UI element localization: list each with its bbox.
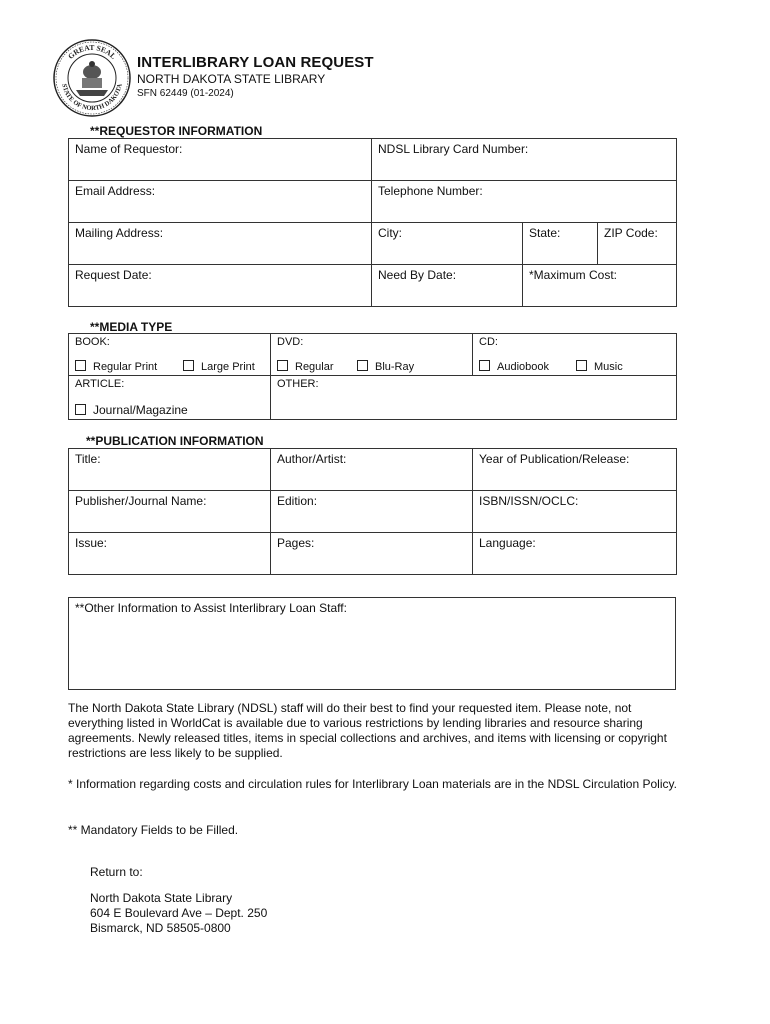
return-to-label: Return to: — [90, 865, 143, 879]
field-label: Publisher/Journal Name: — [75, 494, 207, 508]
field-label: Email Address: — [75, 184, 156, 198]
other-media-field[interactable] — [271, 376, 677, 420]
requestor-name-field[interactable] — [69, 139, 372, 181]
blu-ray-label: Blu-Ray — [375, 361, 415, 373]
email-field[interactable] — [69, 181, 372, 223]
cd-label: CD: — [479, 336, 498, 348]
card-number-field[interactable] — [372, 139, 677, 181]
library-name: NORTH DAKOTA STATE LIBRARY — [137, 72, 326, 86]
field-label: Year of Publication/Release: — [479, 452, 630, 466]
other-information-field[interactable] — [69, 598, 676, 690]
pages-field[interactable] — [271, 533, 473, 575]
cd-cell — [473, 334, 677, 376]
journal-magazine-checkbox[interactable] — [75, 404, 86, 415]
requestor-table — [68, 138, 677, 307]
dvd-regular-label: Regular — [295, 361, 334, 373]
title-field[interactable] — [69, 449, 271, 491]
dvd-regular-checkbox[interactable] — [277, 360, 288, 371]
large-print-label: Large Print — [201, 361, 255, 373]
state-seal-logo — [52, 38, 132, 118]
field-label: State: — [529, 226, 561, 240]
language-field[interactable] — [473, 533, 677, 575]
field-label: ZIP Code: — [604, 226, 658, 240]
need-by-date-field[interactable] — [372, 265, 523, 307]
field-label: Edition: — [277, 494, 318, 508]
media-table — [68, 333, 677, 420]
field-label: Need By Date: — [378, 268, 457, 282]
field-label: Telephone Number: — [378, 184, 483, 198]
music-checkbox[interactable] — [576, 360, 587, 371]
return-address-line1: North Dakota State Library — [90, 891, 233, 905]
return-address-line2: 604 E Boulevard Ave – Dept. 250 — [90, 906, 268, 920]
city-field[interactable] — [372, 223, 523, 265]
year-of-publication-field[interactable] — [473, 449, 677, 491]
field-label: Author/Artist: — [277, 452, 347, 466]
publisher-journal-field[interactable] — [69, 491, 271, 533]
mandatory-note: ** Mandatory Fields to be Filled. — [68, 823, 239, 837]
field-label: Language: — [479, 536, 536, 550]
regular-print-label: Regular Print — [93, 361, 158, 373]
audiobook-label: Audiobook — [497, 361, 549, 373]
other-info-table — [68, 597, 676, 690]
request-date-field[interactable] — [69, 265, 372, 307]
issue-field[interactable] — [69, 533, 271, 575]
book-cell — [69, 334, 271, 376]
other-label: OTHER: — [277, 378, 319, 390]
field-label: Request Date: — [75, 268, 152, 282]
publication-section-heading: **PUBLICATION INFORMATION — [86, 434, 264, 448]
state-field[interactable] — [523, 223, 598, 265]
field-label: Mailing Address: — [75, 226, 164, 240]
disclaimer-paragraph: The North Dakota State Library (NDSL) staff will do their best to find your requested item. Please note, not everything listed in WorldCat is available due to various restrictions by lending libraries and resource sharing agreements. Newly released titles, items in special collections and archives, and items with licensing or copyright restrictions are less likely to be supplied. — [68, 701, 667, 760]
requestor-section-heading: **REQUESTOR INFORMATION — [90, 124, 263, 138]
return-address-line3: Bismarck, ND 58505-0800 — [90, 921, 231, 935]
dvd-cell — [271, 334, 473, 376]
field-label: ISBN/ISSN/OCLC: — [479, 494, 579, 508]
field-label: *Maximum Cost: — [529, 268, 618, 282]
dvd-label: DVD: — [277, 336, 304, 348]
isbn-issn-oclc-field[interactable] — [473, 491, 677, 533]
article-label: ARTICLE: — [75, 378, 125, 390]
mailing-address-field[interactable] — [69, 223, 372, 265]
media-section-heading: **MEDIA TYPE — [90, 320, 173, 334]
field-label: Name of Requestor: — [75, 142, 183, 156]
journal-magazine-label: Journal/Magazine — [93, 403, 188, 417]
field-label: NDSL Library Card Number: — [378, 142, 529, 156]
field-label: Pages: — [277, 536, 315, 550]
maximum-cost-field[interactable] — [523, 265, 677, 307]
telephone-field[interactable] — [372, 181, 677, 223]
audiobook-checkbox[interactable] — [479, 360, 490, 371]
large-print-checkbox[interactable] — [183, 360, 194, 371]
music-label: Music — [594, 361, 623, 373]
cost-note: * Information regarding costs and circulation rules for Interlibrary Loan materials are in the NDSL Circulation Policy. — [68, 777, 677, 791]
field-label: City: — [378, 226, 402, 240]
field-label: Issue: — [75, 536, 108, 550]
field-label: Title: — [75, 452, 101, 466]
author-artist-field[interactable] — [271, 449, 473, 491]
edition-field[interactable] — [271, 491, 473, 533]
regular-print-checkbox[interactable] — [75, 360, 86, 371]
form-title: INTERLIBRARY LOAN REQUEST — [137, 54, 374, 71]
publication-table — [68, 448, 677, 575]
field-label: **Other Information to Assist Interlibrary Loan Staff: — [75, 601, 347, 615]
svg-text:STATE OF NORTH DAKOTA: STATE OF NORTH DAKOTA — [60, 83, 124, 113]
zip-code-field[interactable] — [598, 223, 677, 265]
article-cell — [69, 376, 271, 420]
form-number: SFN 62449 (01-2024) — [137, 88, 234, 99]
blu-ray-checkbox[interactable] — [357, 360, 368, 371]
book-label: BOOK: — [75, 336, 110, 348]
svg-text:GREAT SEAL: GREAT SEAL — [66, 42, 118, 61]
